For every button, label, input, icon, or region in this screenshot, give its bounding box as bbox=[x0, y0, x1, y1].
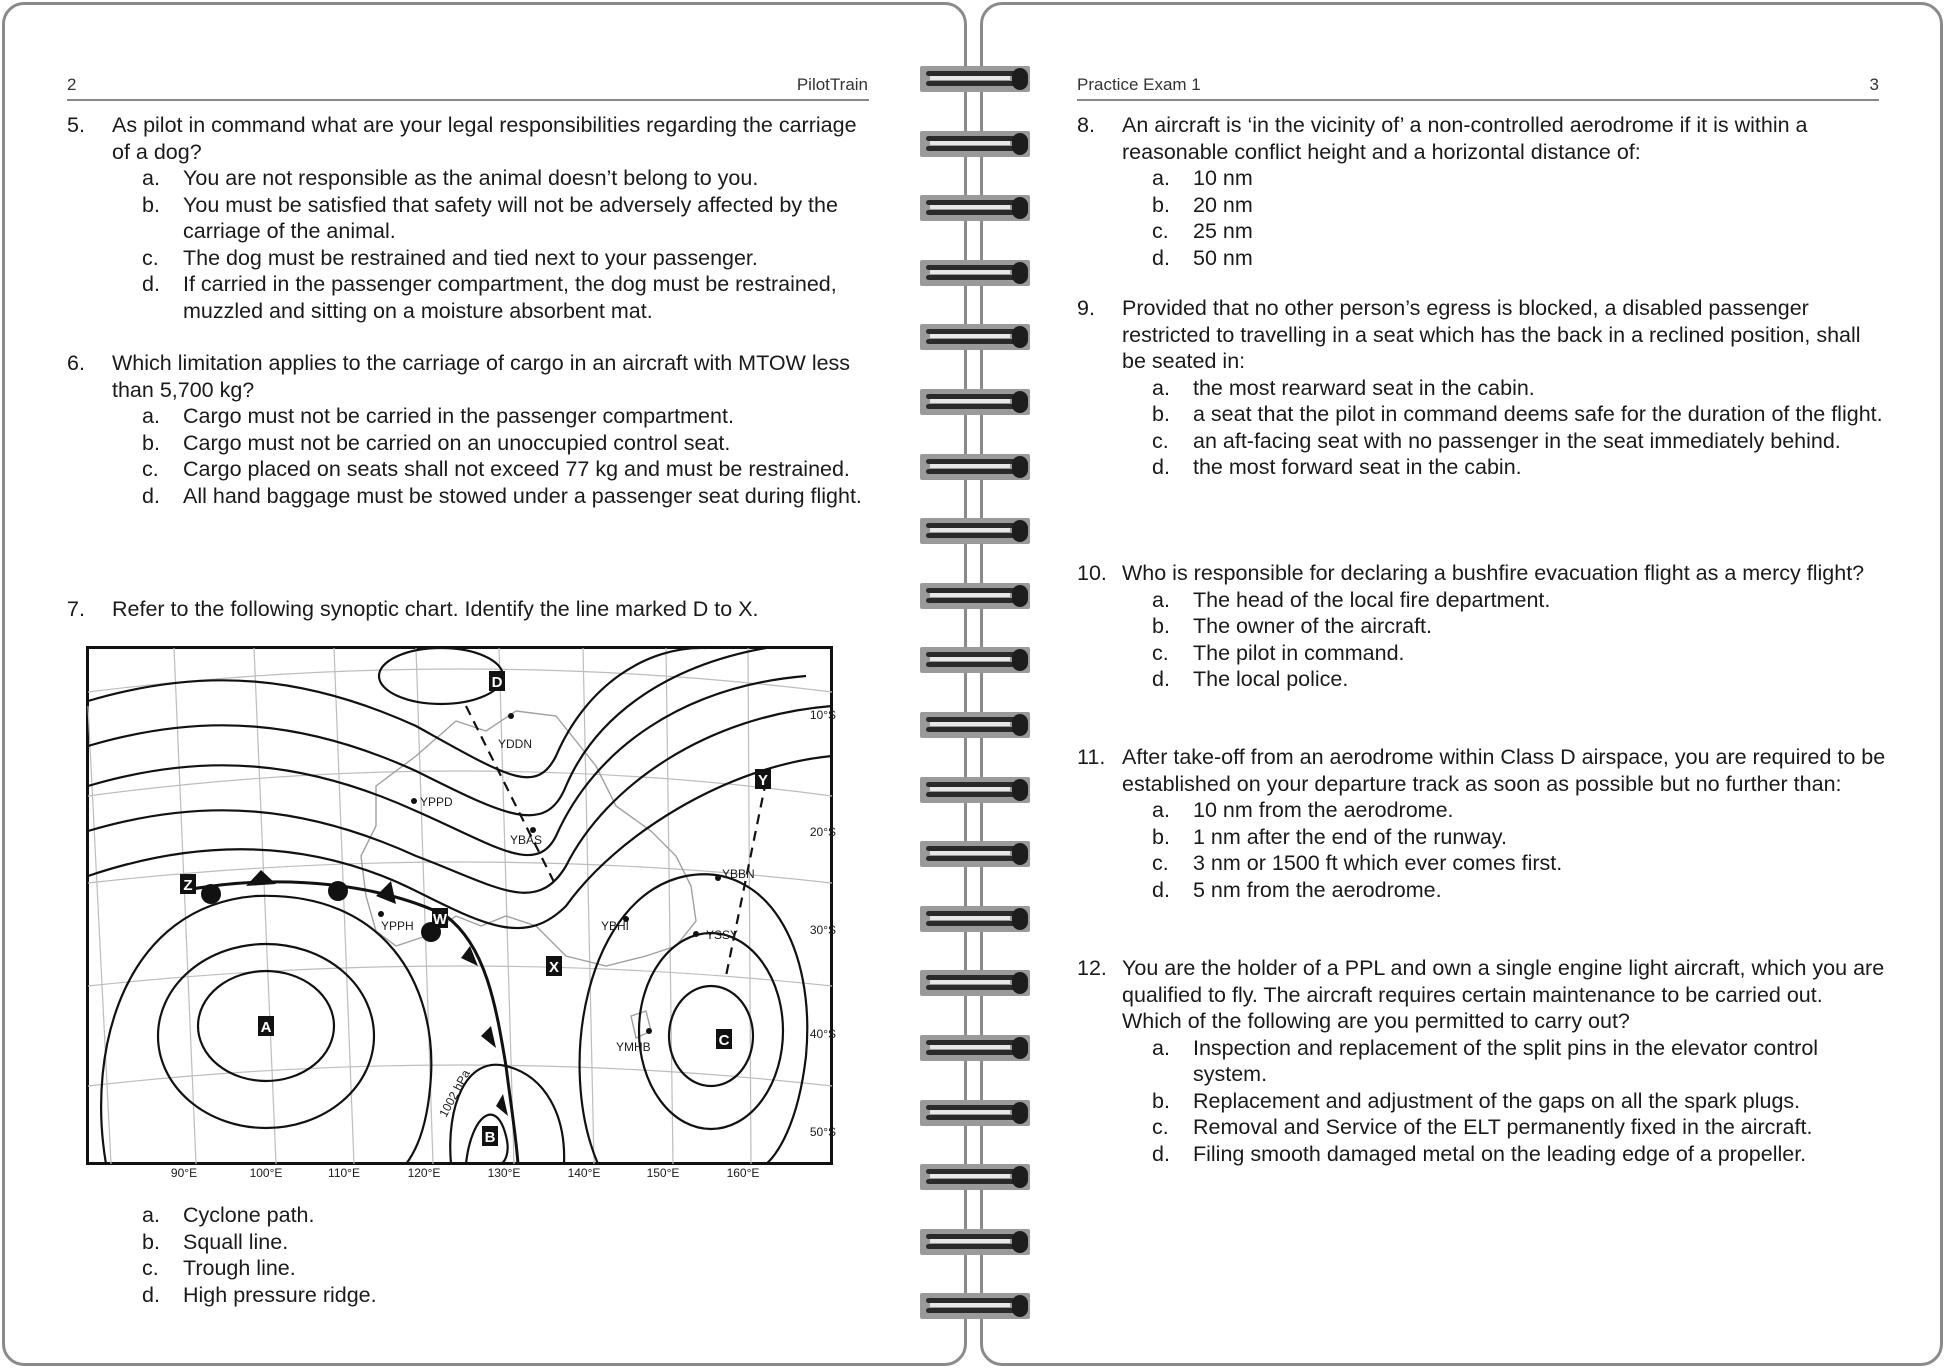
option: d. All hand baggage must be stowed under a passenger seat during flight. bbox=[142, 483, 862, 508]
option: a. the most rearward seat in the cabin. bbox=[1152, 375, 1535, 400]
left-page-header: PilotTrain bbox=[796, 75, 868, 94]
longitude-label: 120°E bbox=[407, 1166, 441, 1180]
option: b. Cargo must not be carried on an unoccupied control seat. bbox=[142, 430, 731, 455]
question-text: An aircraft is ‘in the vicinity of’ a non-controlled aerodrome if it is within a reasonable conflict height and a horizontal distance of: bbox=[1122, 113, 1808, 164]
option: d. High pressure ridge. bbox=[142, 1282, 377, 1307]
option: a. You are not responsible as the animal doesn’t belong to you. bbox=[142, 166, 759, 190]
option: a. Cyclone path. bbox=[142, 1203, 315, 1227]
binding-coil bbox=[920, 131, 1030, 157]
option: c. Removal and Service of the ELT permanently fixed in the aircraft. bbox=[1152, 1115, 1813, 1139]
station-label: YPPD bbox=[420, 795, 453, 809]
svg-text:Y: Y bbox=[757, 772, 769, 789]
option: a. 10 nm from the aerodrome. bbox=[1152, 798, 1454, 822]
option: d. the most forward seat in the cabin. bbox=[1152, 455, 1522, 479]
option: d. 5 nm from the aerodrome. bbox=[1152, 877, 1442, 902]
binding-coil bbox=[920, 583, 1030, 609]
binding-coil bbox=[920, 777, 1030, 803]
longitude-label: 100°E bbox=[249, 1166, 283, 1180]
option: b. Replacement and adjustment of the gaps on all the spark plugs. bbox=[1152, 1088, 1801, 1113]
question-7-options bbox=[67, 1202, 867, 1308]
question-number: 10. bbox=[1077, 561, 1107, 585]
station-label: YMHB bbox=[616, 1040, 651, 1054]
marker-d bbox=[489, 671, 505, 691]
longitude-label: 150°E bbox=[646, 1166, 680, 1180]
question-text: Provided that no other person’s egress is blocked, a disabled passenger restricted to travelling in a seat which has the back in a reclined position, shall be seated in: bbox=[1122, 296, 1861, 373]
binding-coil bbox=[920, 712, 1030, 738]
option: b. 20 nm bbox=[1152, 192, 1253, 217]
svg-text:X: X bbox=[548, 959, 560, 976]
binding-coil bbox=[920, 389, 1030, 415]
question-10 bbox=[1077, 560, 1887, 693]
longitude-label: 140°E bbox=[567, 1166, 601, 1180]
left-header-rule bbox=[67, 99, 869, 101]
binding-coil bbox=[920, 906, 1030, 932]
option: c. The pilot in command. bbox=[1152, 640, 1405, 665]
binding-coil bbox=[920, 1100, 1030, 1126]
question-text: After take-off from an aerodrome within Class D airspace, you are required to be established on your departure track as soon as possible but no further than: bbox=[1122, 745, 1886, 796]
question-text: Which limitation applies to the carriage of cargo in an aircraft with MTOW less than 5,700 kg? bbox=[112, 351, 851, 402]
binding-coil bbox=[920, 454, 1030, 480]
binding-coil bbox=[920, 518, 1030, 544]
marker-z bbox=[180, 874, 196, 894]
option: d. 50 nm bbox=[1152, 245, 1253, 270]
right-page-number: 3 bbox=[1869, 75, 1879, 94]
question-8 bbox=[1077, 112, 1887, 271]
station-label: YSSY bbox=[706, 928, 739, 942]
synoptic-chart bbox=[86, 646, 836, 1180]
question-text: As pilot in command what are your legal responsibilities regarding the carriage of a dog? bbox=[112, 113, 857, 164]
svg-text:D: D bbox=[491, 674, 503, 691]
station-label: YPPH bbox=[381, 919, 414, 933]
option: c. The dog must be restrained and tied next to your passenger. bbox=[142, 245, 758, 270]
svg-text:W: W bbox=[432, 911, 448, 928]
option: a. Inspection and replacement of the split pins in the elevator control system. bbox=[1152, 1035, 1819, 1086]
question-number: 5. bbox=[67, 113, 85, 137]
option: a. Cargo must not be carried in the passenger compartment. bbox=[142, 404, 734, 428]
left-page-number: 2 bbox=[67, 75, 77, 94]
binding-coil bbox=[920, 260, 1030, 286]
option: c. 3 nm or 1500 ft which ever comes first. bbox=[1152, 851, 1563, 875]
option: c. 25 nm bbox=[1152, 219, 1253, 243]
binding-coil bbox=[920, 647, 1030, 673]
station-label: YDDN bbox=[498, 737, 533, 751]
question-9 bbox=[1077, 295, 1887, 481]
isobar-label: 1002 hPa bbox=[436, 1067, 473, 1120]
right-header-rule bbox=[1077, 99, 1879, 101]
question-text: Who is responsible for declaring a bushfire evacuation flight as a mercy flight? bbox=[1122, 561, 1865, 585]
svg-text:Z: Z bbox=[183, 877, 193, 894]
option: c. Trough line. bbox=[142, 1256, 296, 1280]
svg-text:C: C bbox=[718, 1032, 730, 1049]
option: b. a seat that the pilot in command deems safe for the duration of the flight. bbox=[1152, 402, 1883, 426]
binding-coil bbox=[920, 324, 1030, 350]
question-12 bbox=[1077, 955, 1887, 1167]
question-number: 6. bbox=[67, 351, 85, 375]
marker-c bbox=[716, 1029, 732, 1049]
binding-coil bbox=[920, 66, 1030, 92]
option: d. If carried in the passenger compartment, the dog must be restrained, muzzled and sitting on a moisture absorbent mat. bbox=[142, 272, 837, 323]
option: d. The local police. bbox=[1152, 667, 1349, 691]
marker-b bbox=[482, 1126, 498, 1146]
longitude-label: 90°E bbox=[170, 1166, 198, 1180]
svg-text:B: B bbox=[484, 1129, 496, 1146]
question-number: 8. bbox=[1077, 113, 1095, 137]
question-number: 9. bbox=[1077, 296, 1095, 320]
station-label: YBBN bbox=[722, 867, 755, 881]
question-text: You are the holder of a PPL and own a single engine light aircraft, which you are qualified to fly. The aircraft requires certain maintenance to be carried out. Which of the following are you permitted to carry out? bbox=[1122, 956, 1885, 1033]
option: b. The owner of the aircraft. bbox=[1152, 614, 1432, 638]
latitude-label: 30°S bbox=[809, 923, 836, 937]
question-7 bbox=[67, 596, 867, 623]
option: a. 10 nm bbox=[1152, 166, 1253, 190]
question-5 bbox=[67, 112, 867, 324]
latitude-label: 10°S bbox=[809, 708, 836, 722]
marker-w bbox=[432, 908, 448, 928]
marker-y bbox=[755, 769, 771, 789]
question-number: 11. bbox=[1077, 745, 1106, 769]
marker-a bbox=[258, 1016, 274, 1036]
question-number: 7. bbox=[67, 597, 85, 621]
svg-text:A: A bbox=[260, 1019, 272, 1036]
binding-coil bbox=[920, 841, 1030, 867]
station-label: YBHI bbox=[601, 919, 630, 933]
binding-coil bbox=[920, 1293, 1030, 1319]
question-6 bbox=[67, 350, 867, 509]
question-text: Refer to the following synoptic chart. Identify the line marked D to X. bbox=[112, 597, 759, 621]
option: b. Squall line. bbox=[142, 1229, 289, 1254]
option: a. The head of the local fire department. bbox=[1152, 587, 1551, 612]
latitude-label: 50°S bbox=[809, 1125, 836, 1139]
question-number: 12. bbox=[1077, 956, 1107, 980]
option: b. 1 nm after the end of the runway. bbox=[1152, 824, 1507, 849]
latitude-label: 20°S bbox=[809, 825, 836, 839]
longitude-label: 130°E bbox=[487, 1166, 521, 1180]
longitude-label: 110°E bbox=[328, 1166, 360, 1180]
option: d. Filing smooth damaged metal on the leading edge of a propeller. bbox=[1152, 1141, 1807, 1166]
binding-coil bbox=[920, 1164, 1030, 1190]
binding-coil bbox=[920, 970, 1030, 996]
longitude-label: 160°E bbox=[726, 1166, 760, 1180]
option: c. Cargo placed on seats shall not exceed 77 kg and must be restrained. bbox=[142, 457, 850, 481]
binding-coil bbox=[920, 195, 1030, 221]
question-11 bbox=[1077, 744, 1887, 903]
option: c. an aft-facing seat with no passenger in the seat immediately behind. bbox=[1152, 428, 1841, 453]
latitude-label: 40°S bbox=[809, 1027, 836, 1041]
option: b. You must be satisfied that safety will not be adversely affected by the carriage of the animal. bbox=[142, 192, 838, 243]
binding-coil bbox=[920, 1035, 1030, 1061]
right-page-header: Practice Exam 1 bbox=[1077, 75, 1201, 94]
station-label: YBAS bbox=[510, 833, 543, 847]
marker-x bbox=[546, 956, 562, 976]
binding-coil bbox=[920, 1229, 1030, 1255]
